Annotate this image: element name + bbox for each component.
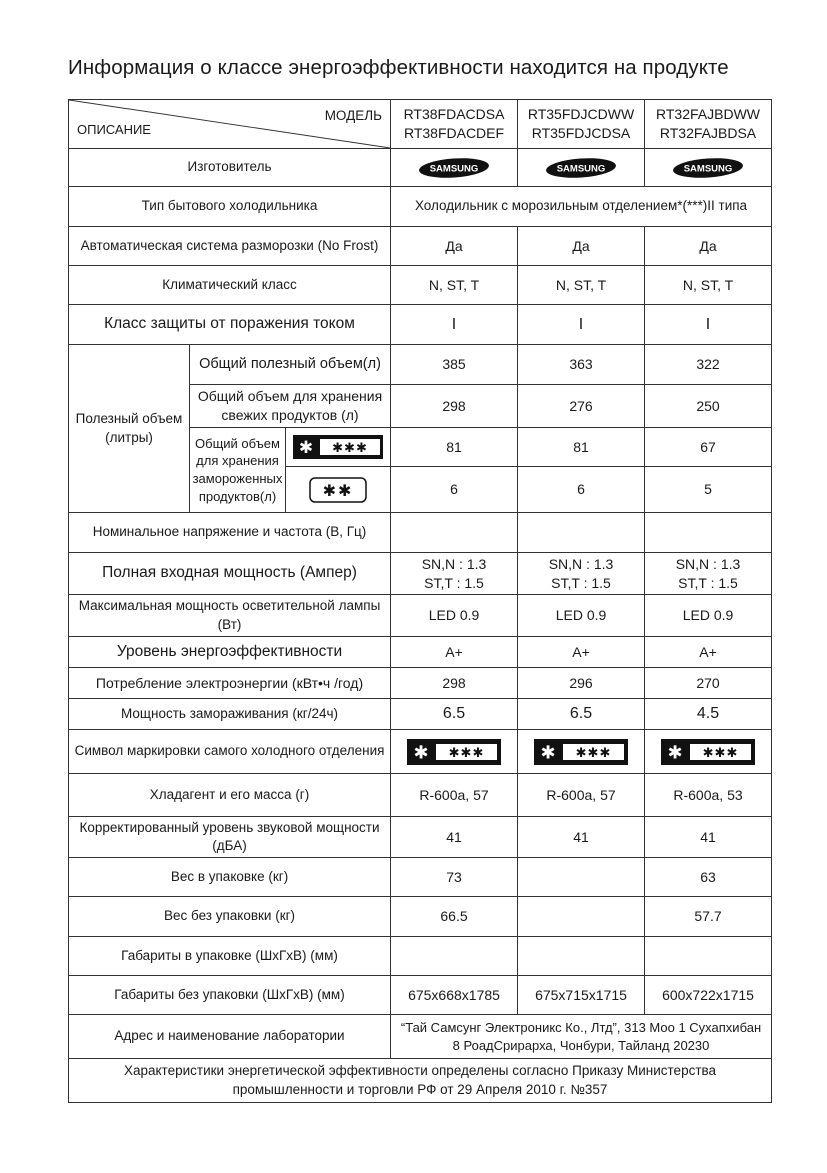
noise-value-3: 41 xyxy=(645,817,772,858)
freezing-value-3: 4.5 xyxy=(645,699,772,730)
svg-text:SAMSUNG: SAMSUNG xyxy=(429,163,479,174)
no-frost-label: Автоматическая система разморозки (No Frost) xyxy=(69,227,391,266)
current-value-1: SN,N : 1.3 ST,T : 1.5 xyxy=(391,553,518,595)
samsung-logo xyxy=(545,158,617,178)
freezing-value-1: 6.5 xyxy=(391,699,518,730)
volume-frozen-four-star-value-3: 67 xyxy=(645,428,772,467)
climate-value-1: N, ST, T xyxy=(391,266,518,305)
weight-net-value-2 xyxy=(518,897,645,937)
weight-net-row xyxy=(69,897,772,937)
refrigerant-value-2: R-600a, 57 xyxy=(518,774,645,817)
refrigerant-value-3: R-600a, 53 xyxy=(645,774,772,817)
dims-packed-row xyxy=(69,937,772,976)
svg-text:✱: ✱ xyxy=(413,742,429,763)
volume-total-row xyxy=(69,345,772,385)
dims-net-value-2: 675x715x1715 xyxy=(518,976,645,1015)
dims-packed-value-1 xyxy=(391,937,518,976)
dims-net-value-3: 600x722x1715 xyxy=(645,976,772,1015)
weight-net-value-3: 57.7 xyxy=(645,897,772,937)
volume-total-label: Общий полезный объем(л) xyxy=(190,345,391,385)
fridge-type-label: Тип бытового холодильника xyxy=(69,187,391,227)
protection-value-3: I xyxy=(645,305,772,345)
volume-total-value-1: 385 xyxy=(391,345,518,385)
volume-group-label: Полезный объем (литры) xyxy=(69,345,190,513)
header-corner-cell xyxy=(69,100,391,149)
model-label: МОДЕЛЬ xyxy=(324,108,383,123)
svg-text:✱: ✱ xyxy=(667,742,683,763)
freezing-value-2: 6.5 xyxy=(518,699,645,730)
voltage-value-2 xyxy=(518,513,645,553)
dims-packed-value-3 xyxy=(645,937,772,976)
weight-net-label: Вес без упаковки (кг) xyxy=(69,897,391,937)
footnote: Характеристики энергетической эффективности определены согласно Приказу Министерства промышленности и торговли РФ от 29 Апреля 2010 г. №357 xyxy=(69,1059,772,1103)
current-label: Полная входная мощность (Ампер) xyxy=(69,553,391,595)
fridge-type-value: Холодильник с морозильным отделением*(***)II типа xyxy=(391,187,772,227)
dims-net-row xyxy=(69,976,772,1015)
svg-text:✱✱: ✱✱ xyxy=(322,480,354,500)
svg-text:✱✱✱: ✱✱✱ xyxy=(332,441,368,456)
volume-frozen-two-star-value-3: 5 xyxy=(645,467,772,513)
freezing-label: Мощность замораживания (кг/24ч) xyxy=(69,699,391,730)
climate-value-3: N, ST, T xyxy=(645,266,772,305)
four-star-freezer-icon xyxy=(534,739,628,765)
svg-text:✱✱✱: ✱✱✱ xyxy=(448,745,485,761)
noise-row xyxy=(69,817,772,858)
no-frost-value-3: Да xyxy=(645,227,772,266)
energy-class-row xyxy=(69,637,772,668)
header-row xyxy=(69,100,772,149)
manufacturer-cell-2 xyxy=(518,149,645,187)
fridge-type-row xyxy=(69,187,772,227)
four-star-symbol-cell xyxy=(286,428,391,467)
dims-packed-value-2 xyxy=(518,937,645,976)
energy-class-label: Уровень энергоэффективности xyxy=(69,637,391,668)
voltage-value-3 xyxy=(645,513,772,553)
dims-net-label: Габариты без упаковки (ШхГхВ) (мм) xyxy=(69,976,391,1015)
svg-text:✱: ✱ xyxy=(540,742,556,763)
no-frost-value-2: Да xyxy=(518,227,645,266)
coldest-symbol-cell-2 xyxy=(518,730,645,774)
noise-value-1: 41 xyxy=(391,817,518,858)
lab-value: “Тай Самсунг Электроникс Ко., Лтд”, 313 Моо 1 Сухапхибан 8 РоадСрирарха, Чонбури, Тайланд 20230 xyxy=(391,1015,772,1059)
dims-net-value-1: 675x668x1785 xyxy=(391,976,518,1015)
description-label: ОПИСАНИЕ xyxy=(77,122,151,138)
manufacturer-cell-1 xyxy=(391,149,518,187)
volume-frozen-two-star-value-1: 6 xyxy=(391,467,518,513)
current-value-3: SN,N : 1.3 ST,T : 1.5 xyxy=(645,553,772,595)
manufacturer-cell-3 xyxy=(645,149,772,187)
four-star-freezer-icon xyxy=(661,739,755,765)
coldest-symbol-label: Символ маркировки самого холодного отделения xyxy=(69,730,391,774)
weight-packed-value-2 xyxy=(518,858,645,897)
protection-row xyxy=(69,305,772,345)
four-star-freezer-icon xyxy=(407,739,501,765)
lamp-value-3: LED 0.9 xyxy=(645,595,772,637)
lamp-row xyxy=(69,595,772,637)
consumption-row xyxy=(69,668,772,699)
svg-text:SAMSUNG: SAMSUNG xyxy=(556,163,606,174)
volume-total-value-3: 322 xyxy=(645,345,772,385)
weight-net-value-1: 66.5 xyxy=(391,897,518,937)
manufacturer-row xyxy=(69,149,772,187)
current-row xyxy=(69,553,772,595)
lamp-value-2: LED 0.9 xyxy=(518,595,645,637)
coldest-symbol-row xyxy=(69,730,772,774)
two-star-symbol-cell xyxy=(286,467,391,513)
svg-text:✱: ✱ xyxy=(298,438,314,458)
energy-class-value-1: A+ xyxy=(391,637,518,668)
volume-fresh-value-1: 298 xyxy=(391,385,518,428)
volume-fresh-value-3: 250 xyxy=(645,385,772,428)
model-2-header: RT35FDJCDWW RT35FDJCDSA xyxy=(518,100,645,149)
volume-frozen-two-star-value-2: 6 xyxy=(518,467,645,513)
model-3-header: RT32FAJBDWW RT32FAJBDSA xyxy=(645,100,772,149)
samsung-logo xyxy=(672,158,744,178)
climate-value-2: N, ST, T xyxy=(518,266,645,305)
freezing-row xyxy=(69,699,772,730)
weight-packed-row xyxy=(69,858,772,897)
model-1-header: RT38FDACDSA RT38FDACDEF xyxy=(391,100,518,149)
protection-label: Класс защиты от поражения током xyxy=(69,305,391,345)
current-value-2: SN,N : 1.3 ST,T : 1.5 xyxy=(518,553,645,595)
noise-value-2: 41 xyxy=(518,817,645,858)
climate-row xyxy=(69,266,772,305)
lab-label: Адрес и наименование лаборатории xyxy=(69,1015,391,1059)
svg-text:✱✱✱: ✱✱✱ xyxy=(702,745,739,761)
no-frost-row xyxy=(69,227,772,266)
protection-value-1: I xyxy=(391,305,518,345)
weight-packed-label: Вес в упаковке (кг) xyxy=(69,858,391,897)
spec-table xyxy=(68,99,772,1103)
consumption-value-1: 298 xyxy=(391,668,518,699)
refrigerant-value-1: R-600a, 57 xyxy=(391,774,518,817)
lab-row xyxy=(69,1015,772,1059)
volume-frozen-four-star-value-2: 81 xyxy=(518,428,645,467)
weight-packed-value-3: 63 xyxy=(645,858,772,897)
climate-label: Климатический класс xyxy=(69,266,391,305)
svg-text:SAMSUNG: SAMSUNG xyxy=(683,163,733,174)
coldest-symbol-cell-1 xyxy=(391,730,518,774)
svg-text:✱✱✱: ✱✱✱ xyxy=(575,745,612,761)
page-title: Информация о классе энергоэффективности находится на продукте xyxy=(68,56,729,79)
volume-total-value-2: 363 xyxy=(518,345,645,385)
samsung-logo xyxy=(418,158,490,178)
consumption-value-2: 296 xyxy=(518,668,645,699)
dims-packed-label: Габариты в упаковке (ШхГхВ) (мм) xyxy=(69,937,391,976)
four-star-freezer-icon xyxy=(293,435,383,459)
refrigerant-row xyxy=(69,774,772,817)
voltage-row xyxy=(69,513,772,553)
consumption-value-3: 270 xyxy=(645,668,772,699)
voltage-value-1 xyxy=(391,513,518,553)
consumption-label: Потребление электроэнергии (кВт•ч /год) xyxy=(69,668,391,699)
no-frost-value-1: Да xyxy=(391,227,518,266)
protection-value-2: I xyxy=(518,305,645,345)
coldest-symbol-cell-3 xyxy=(645,730,772,774)
lamp-label: Максимальная мощность осветительной лампы (Вт) xyxy=(69,595,391,637)
volume-fresh-label: Общий объем для хранения свежих продуктов (л) xyxy=(190,385,391,428)
weight-packed-value-1: 73 xyxy=(391,858,518,897)
volume-fresh-value-2: 276 xyxy=(518,385,645,428)
energy-class-value-2: A+ xyxy=(518,637,645,668)
footnote-row xyxy=(69,1059,772,1103)
lamp-value-1: LED 0.9 xyxy=(391,595,518,637)
volume-frozen-four-star-value-1: 81 xyxy=(391,428,518,467)
volume-frozen-label: Общий объем для хранения замороженных продуктов(л) xyxy=(190,428,286,513)
voltage-label: Номинальное напряжение и частота (В, Гц) xyxy=(69,513,391,553)
noise-label: Корректированный уровень звуковой мощности (дБА) xyxy=(69,817,391,858)
two-star-freezer-icon xyxy=(309,477,367,503)
energy-class-value-3: A+ xyxy=(645,637,772,668)
refrigerant-label: Хладагент и его масса (г) xyxy=(69,774,391,817)
manufacturer-label: Изготовитель xyxy=(69,149,391,187)
